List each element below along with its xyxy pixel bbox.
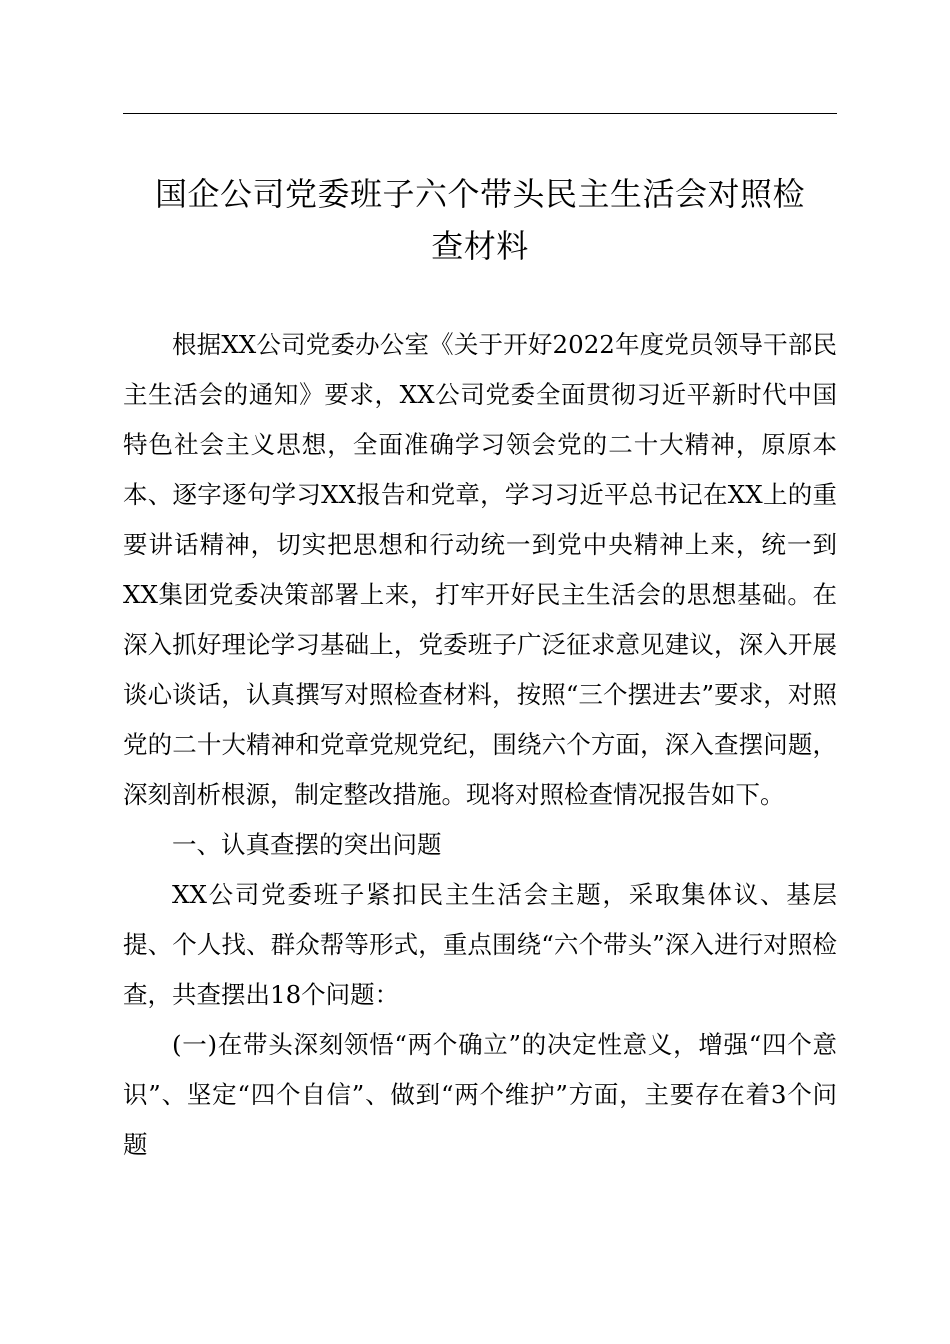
subsection-heading: (一)在带头深刻领悟“两个确立”的决定性意义，增强“四个意识”、坚定“四个自信”、做到“两个维护”方面，主要存在着3个问题: [123, 1030, 837, 1159]
header-rule: [123, 113, 837, 114]
document-title: [118, 168, 842, 272]
document-body: [123, 320, 837, 1170]
title-line-1: 国企公司党委班子六个带头民主生活会对照检: [154, 175, 805, 213]
section-heading: 一、认真查摆的突出问题: [172, 830, 442, 859]
summary-paragraph: XX公司党委班子紧扣民主生活会主题，采取集体议、基层提、个人找、群众帮等形式，重点围绕“六个带头”深入进行对照检查，共查摆出18个问题：: [123, 880, 837, 1009]
title-line-2: 查材料: [431, 227, 529, 265]
intro-paragraph: 根据XX公司党委办公室《关于开好2022年度党员领导干部民主生活会的通知》要求，XX公司党委全面贯彻习近平新时代中国特色社会主义思想，全面准确学习领会党的二十大精神，原原本本、逐字逐句学习XX报告和党章，学习习近平总书记在XX上的重要讲话精神，切实把思想和行动统一到党中央精神上来，统一到XX集团党委决策部署上来，打牢开好民主生活会的思想基础。在深入抓好理论学习基础上，党委班子广泛征求意见建议，深入开展谈心谈话，认真撰写对照检查材料，按照“三个摆进去”要求，对照党的二十大精神和党章党规党纪，围绕六个方面，深入查摆问题，深刻剖析根源，制定整改措施。现将对照检查情况报告如下。: [123, 330, 837, 809]
